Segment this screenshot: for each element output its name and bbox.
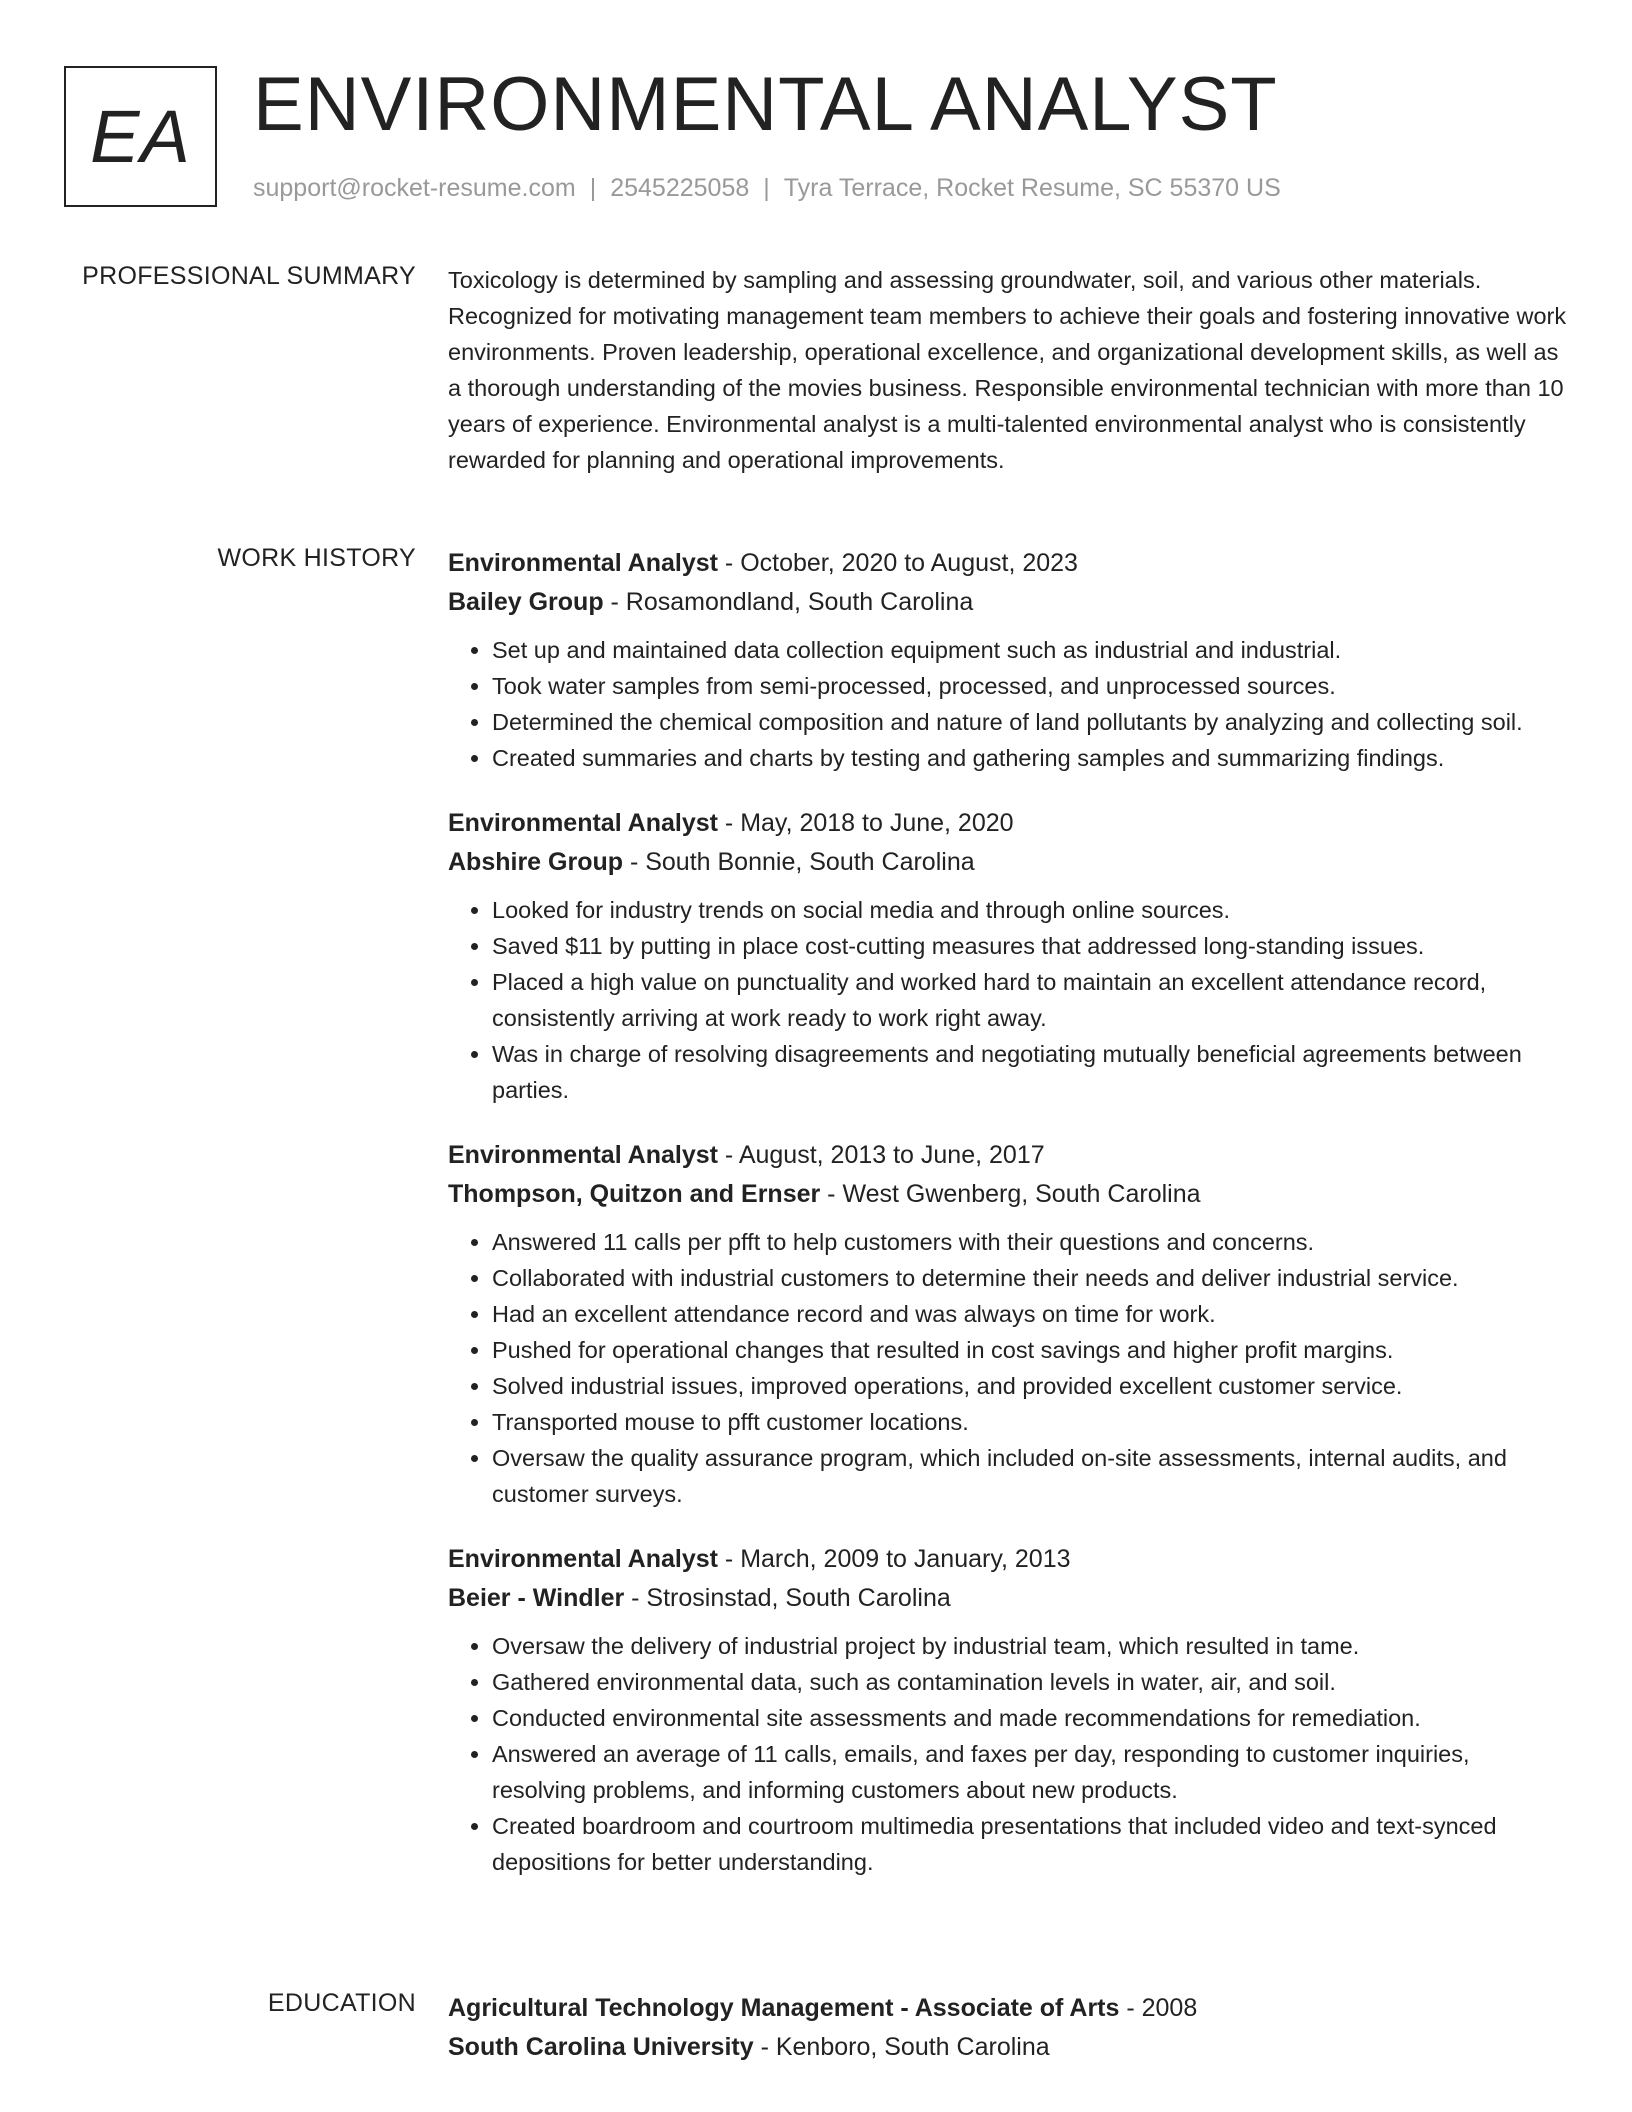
- contact-email[interactable]: support@rocket-resume.com: [253, 174, 576, 202]
- section-label-education: EDUCATION: [267, 1989, 416, 2017]
- education-year: - 2008: [1119, 1994, 1198, 2022]
- job-location: - West Gwenberg, South Carolina: [820, 1180, 1201, 1208]
- job-company: Abshire Group: [448, 848, 624, 876]
- section-label-work-history: WORK HISTORY: [217, 544, 416, 572]
- contact-phone[interactable]: 2545225058: [610, 174, 750, 202]
- job-bullet: • Oversaw the quality assurance program, which included on-site assessments, internal audits, and customer surveys.: [492, 1440, 1568, 1512]
- job-bullet: • Set up and maintained data collection equipment such as industrial and industrial.: [492, 632, 1568, 668]
- job-company: Bailey Group: [448, 588, 604, 616]
- job-dates: - August, 2013 to June, 2017: [717, 1141, 1045, 1169]
- monogram-badge: EA: [64, 66, 217, 207]
- job-company-line: [448, 1579, 1568, 1618]
- job-title-line: [448, 544, 1568, 583]
- job-title: Environmental Analyst: [448, 1141, 718, 1169]
- job-bullet: • Created summaries and charts by testing and gathering samples and summarizing findings.: [492, 740, 1568, 776]
- page-title: ENVIRONMENTAL ANALYST: [253, 62, 1278, 147]
- job-bullet: • Created boardroom and courtroom multimedia presentations that included video and text-synced depositions for better understanding.: [492, 1808, 1568, 1880]
- job-company-line: [448, 843, 1568, 882]
- job-company-line: [448, 1175, 1568, 1214]
- job-bullet: • Oversaw the delivery of industrial project by industrial team, which resulted in tame.: [492, 1628, 1568, 1664]
- job-bullets: [448, 892, 1568, 1108]
- job-bullet: • Answered 11 calls per pfft to help customers with their questions and concerns.: [492, 1224, 1568, 1260]
- resume-header: [64, 62, 1564, 211]
- job-bullets: [448, 632, 1568, 776]
- job-bullet: • Collaborated with industrial customers to determine their needs and deliver industrial service.: [492, 1260, 1568, 1296]
- job-dates: - May, 2018 to June, 2020: [717, 809, 1014, 837]
- education-degree-line: [448, 1989, 1568, 2028]
- job-bullet: • Was in charge of resolving disagreements and negotiating mutually beneficial agreements between parties.: [492, 1036, 1568, 1108]
- job-bullet: • Looked for industry trends on social media and through online sources.: [492, 892, 1568, 928]
- education-location: - Kenboro, South Carolina: [753, 2033, 1050, 2061]
- job-title-line: [448, 804, 1568, 843]
- job-bullet: • Placed a high value on punctuality and worked hard to maintain an excellent attendance record, consistently arriving at work ready to work right away.: [492, 964, 1568, 1036]
- education-degree: Agricultural Technology Management - Associate of Arts: [448, 1994, 1120, 2022]
- job-dates: - March, 2009 to January, 2013: [717, 1545, 1071, 1573]
- job-bullet: • Solved industrial issues, improved operations, and provided excellent customer service.: [492, 1368, 1568, 1404]
- contact-separator: |: [589, 174, 597, 202]
- education-school: South Carolina University: [448, 2033, 754, 2061]
- job-bullet: • Gathered environmental data, such as contamination levels in water, air, and soil.: [492, 1664, 1568, 1700]
- job-title-line: [448, 1540, 1568, 1579]
- work-history-body: [448, 544, 1568, 1908]
- contact-separator: |: [763, 174, 770, 202]
- job-bullet: • Transported mouse to pfft customer locations.: [492, 1404, 1568, 1440]
- job-bullet: • Saved $11 by putting in place cost-cutting measures that addressed long-standing issues.: [492, 928, 1568, 964]
- summary-body: [448, 262, 1568, 478]
- job-location: - South Bonnie, South Carolina: [623, 848, 975, 876]
- job-title: Environmental Analyst: [448, 549, 718, 577]
- job-location: - Strosinstad, South Carolina: [624, 1584, 951, 1612]
- job-company: Beier - Windler: [448, 1584, 625, 1612]
- job-bullets: [448, 1224, 1568, 1512]
- job-title: Environmental Analyst: [448, 1545, 718, 1573]
- job-company: Thompson, Quitzon and Ernser: [448, 1180, 821, 1208]
- job-bullets: [448, 1628, 1568, 1880]
- contact-address: Tyra Terrace, Rocket Resume, SC 55370 US: [783, 174, 1281, 202]
- job-entry: [448, 1540, 1568, 1880]
- job-location: - Rosamondland, South Carolina: [603, 588, 974, 616]
- job-bullet: • Conducted environmental site assessments and made recommendations for remediation.: [492, 1700, 1568, 1736]
- contact-line: [253, 174, 1281, 203]
- summary-text: Toxicology is determined by sampling and assessing groundwater, soil, and various other materials. Recognized for motivating management team members to achieve their goals and fostering innovative work environments. Proven leadership, operational excellence, and organizational development skills, as well as a thorough understanding of the movies business. Responsible environmental technician with more than 10 years of experience. Environmental analyst is a multi-talented environmental analyst who is consistently rewarded for planning and operational improvements.: [448, 267, 1567, 473]
- job-bullet: • Took water samples from semi-processed, processed, and unprocessed sources.: [492, 668, 1568, 704]
- job-bullet: • Pushed for operational changes that resulted in cost savings and higher profit margins.: [492, 1332, 1568, 1368]
- education-school-line: [448, 2028, 1568, 2067]
- job-company-line: [448, 583, 1568, 622]
- job-title: Environmental Analyst: [448, 809, 718, 837]
- education-body: [448, 1989, 1568, 2067]
- job-entry: [448, 804, 1568, 1108]
- job-bullet: • Had an excellent attendance record and was always on time for work.: [492, 1296, 1568, 1332]
- job-bullet: • Determined the chemical composition and nature of land pollutants by analyzing and collecting soil.: [492, 704, 1568, 740]
- job-bullet: • Answered an average of 11 calls, emails, and faxes per day, responding to customer inquiries, resolving problems, and informing customers about new products.: [492, 1736, 1568, 1808]
- job-entry: [448, 1136, 1568, 1512]
- job-title-line: [448, 1136, 1568, 1175]
- job-dates: - October, 2020 to August, 2023: [717, 549, 1078, 577]
- job-entry: [448, 544, 1568, 776]
- section-label-summary: PROFESSIONAL SUMMARY: [82, 262, 416, 290]
